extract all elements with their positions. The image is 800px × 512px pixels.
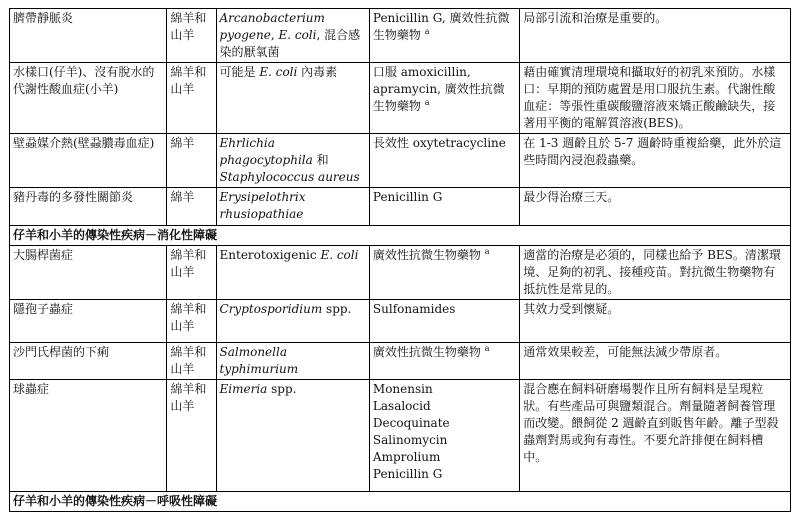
treatment-cell bbox=[369, 9, 519, 63]
treatment-drug-text: Lasalocid bbox=[372, 399, 431, 413]
agent-text: 內毒素 bbox=[297, 65, 338, 79]
treatment-drug-text: 長效性 oxytetracycline bbox=[372, 136, 506, 150]
notes-cell: 適當的治療是必須的，同樣也給予 BES。清潔環境、足夠的初乳、接種疫苗。對抗微生物藥物有抵抗性是常見的。 bbox=[520, 246, 791, 300]
species-cell: 綿羊和山羊 bbox=[167, 380, 216, 492]
notes-cell: 混合應在飼料研磨場製作且所有飼料是呈現粒狀。有些產品可與鹽類混合。劑量隨著飼養管理而改變。餵飼從 2 週齡直到販售年齡。離子型殺蟲劑對馬或狗有毒性。不要允許排便在飼料槽中。 bbox=[520, 380, 791, 492]
agent-text: 可能是 bbox=[219, 65, 260, 79]
treatment-drug-text: Penicillin G bbox=[372, 190, 443, 204]
treatment-table-page bbox=[9, 8, 791, 512]
disease-treatment-table bbox=[9, 8, 791, 512]
notes-cell: 通常效果較差，可能無法減少帶原者。 bbox=[520, 343, 791, 380]
table-row bbox=[10, 188, 791, 226]
agent-cell bbox=[216, 63, 369, 134]
agent-text: , 混合感染的厭氧菌 bbox=[219, 28, 361, 59]
table-row bbox=[10, 343, 791, 380]
treatment-drug-text: 口服 amoxicillin, apramycin, 廣效性抗微生物藥物 bbox=[372, 65, 505, 113]
treatment-drug bbox=[373, 432, 516, 449]
treatment-drug-text: 廣效性抗微生物藥物 bbox=[372, 248, 481, 262]
table-row bbox=[10, 380, 791, 492]
treatment-drug bbox=[373, 415, 516, 432]
treatment-drug-text: Amprolium bbox=[372, 450, 441, 464]
treatment-cell bbox=[369, 246, 519, 300]
species-cell: 綿羊和山羊 bbox=[167, 343, 216, 380]
agent-cell bbox=[216, 300, 369, 343]
treatment-drug-text: Penicillin G, 廣效性抗微生物藥物 bbox=[372, 11, 510, 42]
treatment-drug bbox=[373, 381, 516, 398]
treatment-drug bbox=[373, 64, 516, 115]
disease-cell: 隱孢子蟲症 bbox=[10, 300, 167, 343]
disease-cell: 大腸桿菌症 bbox=[10, 246, 167, 300]
species-cell: 綿羊和山羊 bbox=[167, 63, 216, 134]
disease-cell: 沙門氏桿菌的下痢 bbox=[10, 343, 167, 380]
footnote-marker: a bbox=[484, 247, 490, 256]
treatment-cell bbox=[369, 343, 519, 380]
agent-cell bbox=[216, 380, 369, 492]
notes-cell: 最少得治療三天。 bbox=[520, 188, 791, 226]
agent-name-italic: E. coli bbox=[278, 28, 317, 42]
treatment-cell bbox=[369, 134, 519, 188]
treatment-drug bbox=[373, 449, 516, 466]
agent-text: spp. bbox=[322, 302, 352, 316]
footnote-marker: a bbox=[424, 27, 430, 36]
footnote-marker: a bbox=[484, 344, 490, 353]
agent-cell bbox=[216, 188, 369, 226]
treatment-drug bbox=[373, 247, 516, 264]
notes-cell: 局部引流和治療是重要的。 bbox=[520, 9, 791, 63]
agent-name-italic: E. coli bbox=[320, 248, 359, 262]
disease-cell: 水樣口(仔羊)、沒有脫水的代謝性酸血症(小羊) bbox=[10, 63, 167, 134]
table-row bbox=[10, 300, 791, 343]
table-row bbox=[10, 9, 791, 63]
table-row bbox=[10, 134, 791, 188]
agent-name-italic: Eimeria bbox=[219, 382, 268, 396]
agent-cell bbox=[216, 246, 369, 300]
agent-text: , bbox=[270, 28, 279, 42]
agent-name-italic: Ehrlichia phagocytophila bbox=[219, 136, 313, 167]
section-header-row bbox=[10, 492, 791, 512]
agent-name-italic: Salmonella typhimurium bbox=[219, 345, 299, 376]
notes-cell: 在 1-3 週齡且於 5-7 週齡時重複給藥，此外於這些時間內浸泡殺蟲藥。 bbox=[520, 134, 791, 188]
section-title: 仔羊和小羊的傳染性疾病－消化性障礙 bbox=[10, 226, 791, 246]
disease-cell: 臍帶靜脈炎 bbox=[10, 9, 167, 63]
treatment-drug-text: 廣效性抗微生物藥物 bbox=[372, 345, 481, 359]
treatment-drug-text: Salinomycin bbox=[372, 433, 448, 447]
species-cell: 綿羊 bbox=[167, 134, 216, 188]
agent-text: spp. bbox=[267, 382, 297, 396]
agent-text: 和 bbox=[312, 153, 329, 167]
treatment-cell bbox=[369, 380, 519, 492]
treatment-drug bbox=[373, 344, 516, 361]
treatment-drug bbox=[373, 466, 516, 483]
table-row bbox=[10, 63, 791, 134]
species-cell: 綿羊 bbox=[167, 188, 216, 226]
treatment-drug bbox=[373, 398, 516, 415]
disease-cell: 豬丹毒的多發性關節炎 bbox=[10, 188, 167, 226]
species-cell: 綿羊和山羊 bbox=[167, 246, 216, 300]
agent-name-italic: E. coli bbox=[259, 65, 298, 79]
treatment-drug-text: Monensin bbox=[372, 382, 433, 396]
agent-name-italic: Arcanobacterium pyogene bbox=[219, 11, 325, 42]
agent-name-italic: Staphylococcus aureus bbox=[219, 170, 360, 184]
agent-cell bbox=[216, 343, 369, 380]
table-body bbox=[10, 9, 791, 512]
treatment-drug bbox=[373, 135, 516, 152]
agent-text: Enterotoxigenic bbox=[219, 248, 321, 262]
disease-cell: 球蟲症 bbox=[10, 380, 167, 492]
agent-name-italic: Erysipelothrix rhusiopathiae bbox=[219, 190, 306, 221]
section-header-row bbox=[10, 226, 791, 246]
agent-cell bbox=[216, 9, 369, 63]
species-cell: 綿羊和山羊 bbox=[167, 9, 216, 63]
section-title: 仔羊和小羊的傳染性疾病－呼吸性障礙 bbox=[10, 492, 791, 512]
treatment-drug bbox=[373, 10, 516, 44]
treatment-drug bbox=[373, 189, 516, 206]
disease-cell: 壁蝨媒介熱(壁蝨膿毒血症) bbox=[10, 134, 167, 188]
treatment-drug-text: Decoquinate bbox=[372, 416, 450, 430]
treatment-cell bbox=[369, 188, 519, 226]
agent-name-italic: Cryptosporidium bbox=[219, 302, 323, 316]
species-cell: 綿羊和山羊 bbox=[167, 300, 216, 343]
treatment-drug bbox=[373, 301, 516, 318]
treatment-drug-text: Sulfonamides bbox=[372, 302, 456, 316]
agent-cell bbox=[216, 134, 369, 188]
notes-cell: 藉由確實清理環境和攝取好的初乳來預防。水樣口：早期的預防處置是用口服抗生素。代謝性酸血症：等張性重碳酸鹽溶液來矯正酸鹼缺失，接著用平衡的電解質溶液(BES)。 bbox=[520, 63, 791, 134]
footnote-marker: a bbox=[424, 98, 430, 107]
treatment-drug-text: Penicillin G bbox=[372, 467, 443, 481]
table-row bbox=[10, 246, 791, 300]
treatment-cell bbox=[369, 63, 519, 134]
notes-cell: 其效力受到懷疑。 bbox=[520, 300, 791, 343]
treatment-cell bbox=[369, 300, 519, 343]
